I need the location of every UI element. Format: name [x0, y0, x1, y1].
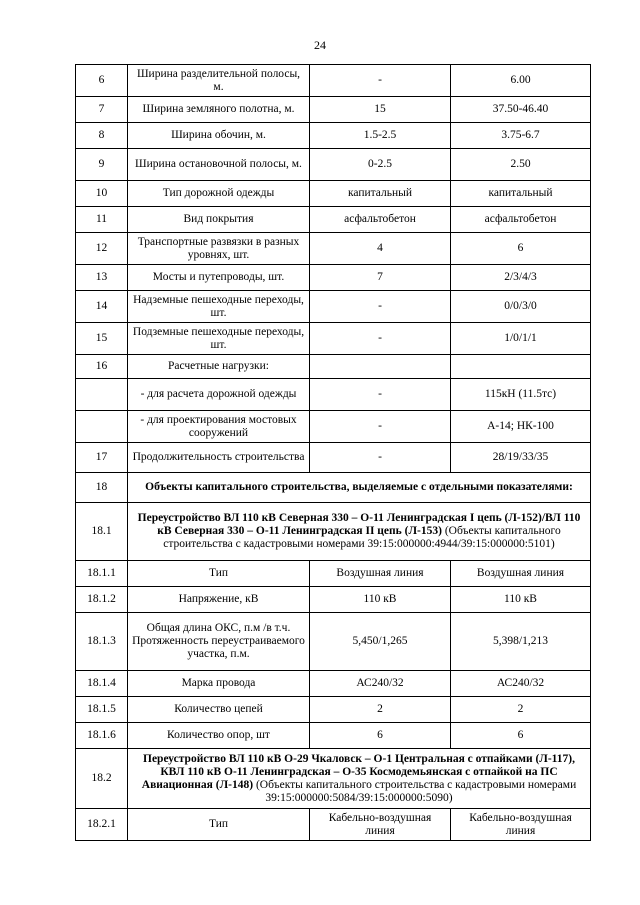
row-value-2: 110 кВ	[451, 587, 591, 613]
row-number: 18	[76, 473, 128, 503]
row-number: 18.2.1	[76, 809, 128, 841]
row-value-1: -	[310, 291, 451, 323]
row-parameter: Тип	[128, 809, 310, 841]
row-value-1: -	[310, 411, 451, 443]
section-cadastral-note: (Объекты капитального строительства с кадастровыми номерами 39:15:000000:5084/39:15:000000:5090)	[253, 778, 577, 804]
table-row	[76, 561, 591, 587]
row-number: 18.1.3	[76, 613, 128, 671]
row-parameter: Тип	[128, 561, 310, 587]
row-value-2: 3.75-6.7	[451, 123, 591, 149]
row-value-2: 28/19/33/35	[451, 443, 591, 473]
table-row	[76, 723, 591, 749]
row-value-2: 1/0/1/1	[451, 323, 591, 355]
table-row	[76, 291, 591, 323]
table-row	[76, 809, 591, 841]
row-value-2: АС240/32	[451, 671, 591, 697]
row-value-2: 6	[451, 233, 591, 265]
row-number: 14	[76, 291, 128, 323]
row-parameter: Количество цепей	[128, 697, 310, 723]
row-value-2: 6	[451, 723, 591, 749]
table-row	[76, 149, 591, 181]
row-number: 18.1.5	[76, 697, 128, 723]
row-value-1: 1.5-2.5	[310, 123, 451, 149]
row-parameter: Тип дорожной одежды	[128, 181, 310, 207]
row-value-1: капитальный	[310, 181, 451, 207]
row-number: 6	[76, 65, 128, 97]
row-value-1	[310, 355, 451, 379]
section-description	[128, 749, 591, 809]
row-number: 13	[76, 265, 128, 291]
row-parameter: Ширина обочин, м.	[128, 123, 310, 149]
table-row	[76, 233, 591, 265]
row-number: 18.2	[76, 749, 128, 809]
row-value-2: 0/0/3/0	[451, 291, 591, 323]
row-value-1: -	[310, 443, 451, 473]
row-value-1: 110 кВ	[310, 587, 451, 613]
row-value-2: 5,398/1,213	[451, 613, 591, 671]
table-row	[76, 411, 591, 443]
table-row	[76, 697, 591, 723]
page-number: 24	[314, 38, 326, 52]
row-value-1: 6	[310, 723, 451, 749]
row-value-2: 115кН (11.5тс)	[451, 379, 591, 411]
table-row	[76, 671, 591, 697]
row-value-1: 4	[310, 233, 451, 265]
row-value-1: асфальтобетон	[310, 207, 451, 233]
row-number: 16	[76, 355, 128, 379]
row-number: 8	[76, 123, 128, 149]
table-row	[76, 323, 591, 355]
row-value-2: Кабельно-воздушная линия	[451, 809, 591, 841]
row-parameter: Вид покрытия	[128, 207, 310, 233]
table-row	[76, 379, 591, 411]
row-parameter: Марка провода	[128, 671, 310, 697]
table-row	[76, 181, 591, 207]
row-value-1: АС240/32	[310, 671, 451, 697]
row-value-2: А-14; НК-100	[451, 411, 591, 443]
row-parameter: Ширина разделительной полосы, м.	[128, 65, 310, 97]
row-value-2: Воздушная линия	[451, 561, 591, 587]
table-row	[76, 355, 591, 379]
row-value-2: 2.50	[451, 149, 591, 181]
row-value-2: 37.50-46.40	[451, 97, 591, 123]
table-row	[76, 443, 591, 473]
row-value-2: капитальный	[451, 181, 591, 207]
table-row	[76, 97, 591, 123]
row-parameter: Общая длина ОКС, п.м /в т.ч. Протяженность переустраиваемого участка, п.м.	[128, 613, 310, 671]
row-value-1: Воздушная линия	[310, 561, 451, 587]
row-parameter: Надземные пешеходные переходы, шт.	[128, 291, 310, 323]
table-row	[76, 587, 591, 613]
row-number: 9	[76, 149, 128, 181]
row-number	[76, 411, 128, 443]
section-row	[76, 503, 591, 561]
row-value-2	[451, 355, 591, 379]
row-number: 18.1.4	[76, 671, 128, 697]
table-row	[76, 207, 591, 233]
row-value-2: 2	[451, 697, 591, 723]
row-value-1: Кабельно-воздушная линия	[310, 809, 451, 841]
row-number: 10	[76, 181, 128, 207]
row-number: 15	[76, 323, 128, 355]
row-value-1: 7	[310, 265, 451, 291]
parameters-table	[75, 64, 591, 841]
section-title: Переустройство ВЛ 110 кВ О-29 Чкаловск – О-1 Центральная с отпайками (Л-117), КВЛ 110 кВ О-11 Ленинградская – О-35 Космодемьянская с отпайкой на ПС Авиационная (Л-148)	[141, 752, 575, 791]
row-value-1: 0-2.5	[310, 149, 451, 181]
row-parameter: - для проектирования мостовых сооружений	[128, 411, 310, 443]
table-row	[76, 613, 591, 671]
section-title: Переустройство ВЛ 110 кВ Северная 330 – О-11 Ленинградская I цепь (Л-152)/ВЛ 110 кВ Северная 330 – О-11 Ленинградская II цепь (Л-153)	[137, 512, 581, 537]
section-heading: Объекты капитального строительства, выделяемые с отдельными показателями:	[128, 473, 591, 503]
row-parameter: Подземные пешеходные переходы, шт.	[128, 323, 310, 355]
section-row	[76, 749, 591, 809]
row-parameter: Ширина остановочной полосы, м.	[128, 149, 310, 181]
row-parameter: Продолжительность строительства	[128, 443, 310, 473]
section-row	[76, 473, 591, 503]
row-number: 18.1.2	[76, 587, 128, 613]
table-row	[76, 65, 591, 97]
row-value-2: асфальтобетон	[451, 207, 591, 233]
row-number: 12	[76, 233, 128, 265]
row-parameter: Расчетные нагрузки:	[128, 355, 310, 379]
row-number: 18.1.1	[76, 561, 128, 587]
row-number: 7	[76, 97, 128, 123]
section-cadastral-note: (Объекты капитального строительства с кадастровыми номерами 39:15:000000:4944/39:15:000000:5101)	[163, 525, 561, 550]
row-parameter: Количество опор, шт	[128, 723, 310, 749]
row-value-1: -	[310, 65, 451, 97]
row-value-2: 2/3/4/3	[451, 265, 591, 291]
row-value-2: 6.00	[451, 65, 591, 97]
row-number: 17	[76, 443, 128, 473]
row-number	[76, 379, 128, 411]
row-value-1: 2	[310, 697, 451, 723]
table-row	[76, 123, 591, 149]
row-number: 18.1	[76, 503, 128, 561]
row-parameter: Напряжение, кВ	[128, 587, 310, 613]
row-parameter: Ширина земляного полотна, м.	[128, 97, 310, 123]
row-parameter: Мосты и путепроводы, шт.	[128, 265, 310, 291]
row-value-1: 15	[310, 97, 451, 123]
row-value-1: -	[310, 323, 451, 355]
row-parameter: Транспортные развязки в разных уровнях, шт.	[128, 233, 310, 265]
row-value-1: -	[310, 379, 451, 411]
section-description	[128, 503, 591, 561]
row-parameter: - для расчета дорожной одежды	[128, 379, 310, 411]
row-number: 11	[76, 207, 128, 233]
row-number: 18.1.6	[76, 723, 128, 749]
row-value-1: 5,450/1,265	[310, 613, 451, 671]
table-row	[76, 265, 591, 291]
